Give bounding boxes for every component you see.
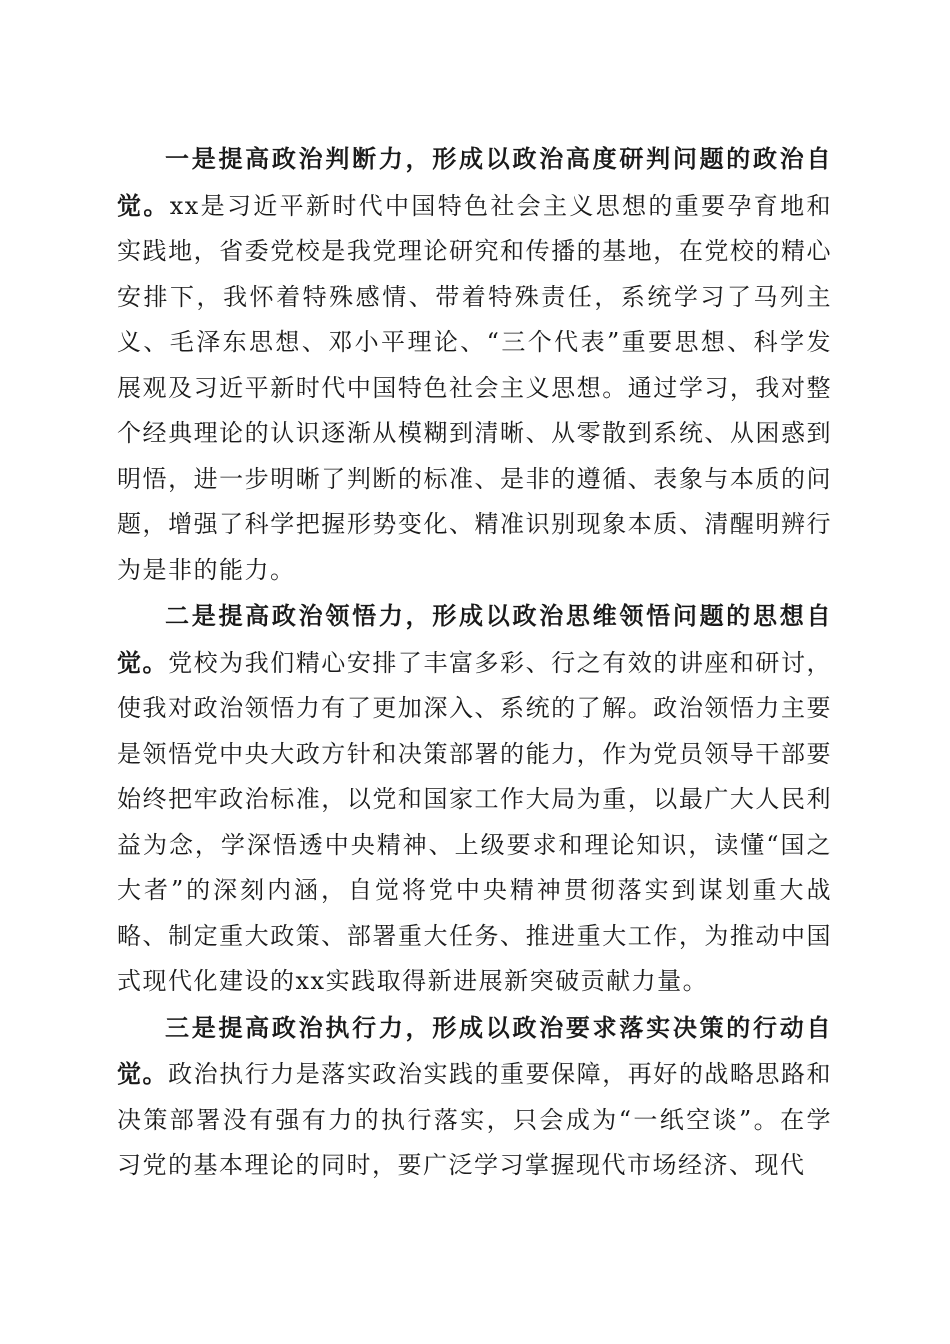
paragraph-2-heading: 二是提高政治领悟力，形成以政治思维领悟问题的思想自觉。 [117, 601, 832, 677]
document-body [117, 136, 832, 1189]
paragraph-1-heading: 一是提高政治判断力，形成以政治高度研判问题的政治自觉。 [117, 144, 832, 220]
paragraph-3-text: 政治执行力是落实政治实践的重要保障，再好的战略思路和决策部署没有强有力的执行落实，只会成为“一纸空谈”。在学习党的基本理论的同时，要广泛学习掌握现代市场经济、现代 [117, 1060, 833, 1179]
paragraph-2 [117, 593, 832, 1005]
paragraph-3 [117, 1005, 832, 1189]
paragraph-1 [117, 136, 832, 593]
paragraph-1-text: xx是习近平新时代中国特色社会主义思想的重要孕育地和实践地，省委党校是我党理论研究和传播的基地，在党校的精心安排下，我怀着特殊感情、带着特殊责任，系统学习了马列主义、毛泽东思想、邓小平理论、“三个代表”重要思想、科学发展观及习近平新时代中国特色社会主义思想。通过学习，我对整个经典理论的认识逐渐从模糊到清晰、从零散到系统、从困惑到明悟，进一步明晰了判断的标准、是非的遵循、表象与本质的问题，增强了科学把握形势变化、精准识别现象本质、清醒明辨行为是非的能力。 [117, 191, 832, 584]
paragraph-2-text: 党校为我们精心安排了丰富多彩、行之有效的讲座和研讨，使我对政治领悟力有了更加深入、系统的了解。政治领悟力主要是领悟党中央大政方针和决策部署的能力，作为党员领导干部要始终把牢政治标准，以党和国家工作大局为重，以最广大人民利益为念，学深悟透中央精神、上级要求和理论知识，读懂“国之大者”的深刻内涵，自觉将党中央精神贯彻落实到谋划重大战略、制定重大政策、部署重大任务、推进重大工作，为推动中国式现代化建设的xx实践取得新进展新突破贡献力量。 [117, 648, 833, 995]
paragraph-3-heading: 三是提高政治执行力，形成以政治要求落实决策的行动自觉。 [117, 1012, 832, 1088]
